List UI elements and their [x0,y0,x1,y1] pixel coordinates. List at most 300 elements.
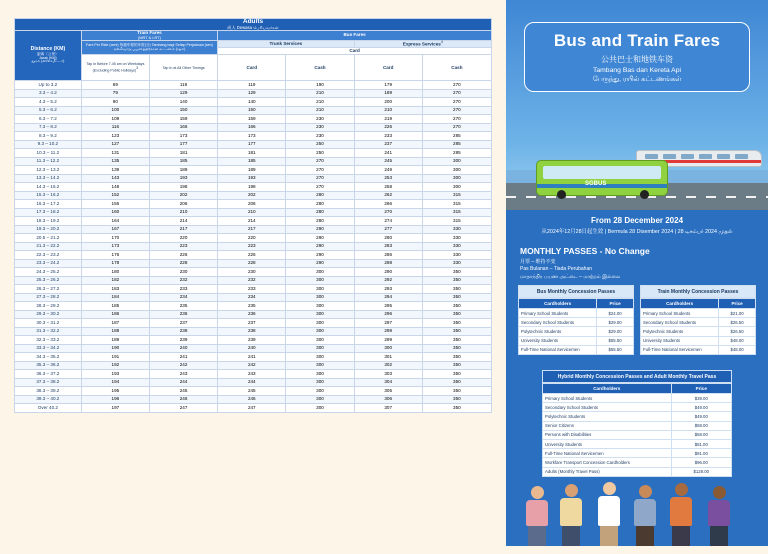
fare-cell: 239 [218,336,286,345]
fare-cell: 220 [149,234,217,243]
table-row [543,403,732,412]
fare-cell: 270 [422,106,491,115]
fare-cell: 300 [286,344,354,353]
fare-cell: 300 [286,327,354,336]
fare-cell: 183 [81,285,149,294]
table-row [15,234,492,243]
train-pass-col-cardholders: Cardholders [641,299,719,309]
fare-cell: 300 [286,302,354,311]
fare-cell: 150 [218,106,286,115]
fare-cell: 116 [81,123,149,132]
table-row [15,123,492,132]
table-row [15,191,492,200]
fare-cell: 235 [149,302,217,311]
fare-cell: 210 [218,208,286,217]
hybrid-pass-price: $58.00 [671,430,731,439]
fare-cell: 300 [422,174,491,183]
table-row [15,378,492,387]
fare-cell: 241 [218,353,286,362]
fare-cell: 300 [286,285,354,294]
fare-cell: 300 [286,310,354,319]
fare-cell: 198 [149,183,217,192]
distance-header [15,31,82,81]
fare-cell: 280 [286,208,354,217]
fare-cell: 197 [81,404,149,413]
fare-cell: 350 [422,302,491,311]
fare-cell: 140 [218,98,286,107]
fare-cell: 290 [286,234,354,243]
fare-cell: 330 [422,259,491,268]
fare-cell: 350 [422,268,491,277]
fare-cell: 298 [354,327,422,336]
fare-cell: 206 [149,200,217,209]
distance-cell: 15.3 – 16.2 [15,191,82,200]
fare-cell: 350 [422,310,491,319]
distance-cell: 26.3 – 27.2 [15,285,82,294]
fare-cell: 185 [149,157,217,166]
fare-cell: 305 [354,387,422,396]
table-row [15,327,492,336]
distance-cell: 31.3 – 32.2 [15,327,82,336]
poster-title-ta: பேருந்து, ரயில் கட்டணங்கள் [592,76,682,83]
table-row [15,149,492,158]
fare-cell: 234 [149,293,217,302]
fare-cell: 210 [286,98,354,107]
fare-cell: 170 [81,234,149,243]
fare-cell: 180 [81,268,149,277]
table-row [15,276,492,285]
fare-cell: 270 [286,166,354,175]
hybrid-col-price: Price [671,384,731,394]
table-row [641,345,756,354]
fare-cell: 192 [81,361,149,370]
table-row [15,293,492,302]
road-marking [506,196,768,198]
fare-cell: 206 [218,200,286,209]
distance-cell: 18.3 – 19.2 [15,217,82,226]
monthly-passes-ms: Pas Bulanan – Tiada Perubahan [520,266,592,272]
fare-cell: 233 [218,285,286,294]
fare-cell: 270 [422,81,491,90]
fare-cell: 185 [81,302,149,311]
fare-cell: 249 [354,166,422,175]
fare-cell: 300 [286,319,354,328]
fare-cell: 228 [218,259,286,268]
fare-cell: 223 [218,242,286,251]
fare-cell: 230 [218,268,286,277]
fare-cell: 237 [149,319,217,328]
fare-cell: 193 [81,370,149,379]
train-pass-cardholder: Full-Time National Servicemen [641,345,719,354]
fare-cell: 173 [81,242,149,251]
fare-cell: 315 [422,217,491,226]
fare-cell: 304 [354,378,422,387]
person-1 [526,486,548,548]
fare-cell: 164 [81,217,149,226]
table-row [15,225,492,234]
fare-cell: 200 [354,98,422,107]
adults-subtitle: 成人 Dewasa பெரியவர்கள் [227,24,279,30]
fare-cell: 129 [218,89,286,98]
fare-cell: 294 [354,293,422,302]
fare-cell: 283 [354,242,422,251]
fare-cell: 173 [149,132,217,141]
fare-cell: 193 [218,174,286,183]
fare-cell: 202 [149,191,217,200]
fare-cell: 274 [354,217,422,226]
table-row [15,115,492,124]
bus-pass-price: $24.00 [597,309,634,318]
fare-cell: 300 [286,361,354,370]
fare-cell: 307 [354,404,422,413]
train-pass-price: $21.00 [719,309,756,318]
table-row [15,361,492,370]
hybrid-pass-cardholder: Full-Time National Servicemen [543,449,672,458]
adults-header [15,19,492,31]
fare-cell: 166 [149,123,217,132]
fare-cell: 300 [286,387,354,396]
fare-cell: 233 [149,285,217,294]
fare-cell: 350 [422,404,491,413]
distance-cell: 17.3 – 18.2 [15,208,82,217]
fare-cell: 244 [149,378,217,387]
hybrid-pass-price: $49.00 [671,403,731,412]
distance-header-en: Distance (KM) [30,46,66,53]
fare-cell: 253 [354,174,422,183]
fare-cell: 240 [149,344,217,353]
person-2 [560,484,582,548]
bus-pass-price: $55.50 [597,345,634,354]
monthly-passes-zh: 月票 – 维持不变 [520,258,556,265]
fare-cell: 230 [286,123,354,132]
table-row [15,140,492,149]
train-fares-header [81,31,217,41]
fare-cell: 245 [149,387,217,396]
fare-cell: 300 [286,353,354,362]
fare-cell: 280 [354,234,422,243]
table-row [15,251,492,260]
fare-cell: 90 [81,98,149,107]
fare-cell: 177 [149,140,217,149]
distance-header-ms: Jarak (KM) [39,55,57,60]
fare-cell: 315 [422,200,491,209]
fare-cell: 290 [286,242,354,251]
fare-cell: 246 [149,395,217,404]
fare-cell: 210 [354,106,422,115]
trunk-cash-header: Cash [286,55,354,81]
table-row [15,200,492,209]
table-row [15,157,492,166]
distance-cell: 28.3 – 29.2 [15,302,82,311]
distance-cell: 34.3 – 35.2 [15,353,82,362]
bus-fares-header: Bus Fares [218,31,492,41]
fare-cell: 300 [354,344,422,353]
fare-cell: 350 [422,395,491,404]
fare-cell: 236 [218,310,286,319]
fare-cell: 285 [422,149,491,158]
bus-pass-col-cardholders: Cardholders [519,299,597,309]
fare-cell: 290 [286,251,354,260]
fare-cell: 129 [149,89,217,98]
distance-header-zh: 距离（公里） [37,51,59,56]
fare-cell: 152 [81,191,149,200]
fare-cell: 237 [218,319,286,328]
fare-cell: 250 [286,140,354,149]
person-5 [670,483,692,548]
fare-cell: 189 [218,166,286,175]
fare-cell: 139 [81,166,149,175]
fare-cell: 301 [354,353,422,362]
fare-cell: 217 [149,225,217,234]
fare-cell: 242 [149,361,217,370]
fare-cell: 195 [81,387,149,396]
fare-table-body [15,81,492,413]
tapin-all-header [149,55,217,81]
bus-pass-cardholder: Primary School Students [519,309,597,318]
table-row [15,319,492,328]
table-row [15,89,492,98]
bus-pass-price: $55.50 [597,336,634,345]
hybrid-pass-price: $81.00 [671,449,731,458]
fare-cell: 315 [422,191,491,200]
poster-title-en: Bus and Train Fares [553,31,721,50]
table-row [15,285,492,294]
table-row [519,327,634,336]
fare-cell: 350 [422,361,491,370]
fare-cell: 167 [81,225,149,234]
fare-cell: 186 [81,310,149,319]
fare-cell: 245 [354,157,422,166]
fare-cell: 100 [81,106,149,115]
effective-date-en: From 28 December 2024 [590,216,684,225]
fare-cell: 300 [286,395,354,404]
fare-cell: 270 [286,157,354,166]
distance-header-ta: தூரம் (கிலோமீட்டர்) [31,59,65,64]
fare-cell: 292 [354,276,422,285]
fare-cell: 198 [218,183,286,192]
express-card-header: Card [354,55,422,81]
train-pass-price: $26.50 [719,318,756,327]
fare-cell: 188 [81,327,149,336]
train-pass-title: Train Monthly Concession Passes [640,285,756,298]
table-row [15,404,492,413]
fare-cell: 330 [422,251,491,260]
person-4 [634,485,656,548]
fare-cell: 233 [354,132,422,141]
hybrid-pass-price: $81.00 [671,439,731,448]
table-row [15,268,492,277]
bus-pass-table [518,298,634,355]
bus-pass-price: $29.00 [597,327,634,336]
hybrid-pass-price: $128.00 [671,467,731,476]
fare-cell: 258 [354,183,422,192]
fare-cell: 300 [286,378,354,387]
distance-cell: 6.3 – 7.2 [15,115,82,124]
fare-cell: 270 [354,208,422,217]
hybrid-pass-cardholder: Polytechnic Students [543,412,672,421]
distance-cell: 8.3 – 9.2 [15,132,82,141]
table-row [15,259,492,268]
hybrid-pass-cardholder: University Students [543,439,672,448]
effective-date [506,216,768,236]
fare-cell: 214 [149,217,217,226]
hybrid-pass-cardholder: Primary School Students [543,394,672,403]
bus-logo: SGBUS [585,181,607,187]
distance-cell: 20.5 – 21.2 [15,234,82,243]
fare-cell: 237 [354,140,422,149]
monthly-passes-ta: மாதாந்திர பயண அட்டை – மாற்றம் இல்லை [520,273,621,280]
fare-cell: 166 [218,123,286,132]
train-fares-title: Train Fares [137,30,162,36]
fare-cell: 285 [422,132,491,141]
hybrid-pass-price: $39.00 [671,394,731,403]
table-row [15,353,492,362]
fare-cell: 300 [422,183,491,192]
fare-cell: 210 [286,106,354,115]
fare-cell: 191 [81,353,149,362]
poster-title-ms: Tambang Bas dan Kereta Api [592,67,682,74]
fare-cell: 189 [354,89,422,98]
fare-cell: 148 [81,183,149,192]
fare-cell: 280 [286,191,354,200]
table-row [519,345,634,354]
distance-cell: 4.3 – 5.2 [15,98,82,107]
fare-cell: 150 [149,106,217,115]
train-pass-price: $48.00 [719,345,756,354]
fare-cell: 250 [286,149,354,158]
fare-cell: 210 [149,208,217,217]
fare-cell: 223 [149,242,217,251]
effective-date-sub: 从2024年12月28日起生效 | Bermula 28 Disember 2024 | 28 டிசம்பர் 2024 முதல் [541,229,733,235]
fare-cell: 240 [218,344,286,353]
fare-cell: 194 [81,378,149,387]
fare-cell: 190 [81,344,149,353]
table-row [15,242,492,251]
fare-cell: 350 [422,353,491,362]
fare-cell: 270 [422,115,491,124]
fare-cell: 181 [149,149,217,158]
fare-cell: 270 [286,183,354,192]
table-row [15,310,492,319]
fare-cell: 302 [354,361,422,370]
table-row [15,387,492,396]
fare-cell: 176 [81,251,149,260]
fare-cell: 270 [422,89,491,98]
fare-cell: 243 [218,370,286,379]
fare-cell: 246 [218,395,286,404]
fare-cell: 219 [354,115,422,124]
fare-cell: 350 [422,327,491,336]
monthly-passes-en: MONTHLY PASSES - No Change [520,246,650,256]
train-pass-cardholder: University Students [641,336,719,345]
distance-cell: 36.3 – 37.2 [15,370,82,379]
fare-cell: 285 [422,140,491,149]
table-row [519,336,634,345]
distance-cell: 25.3 – 26.2 [15,276,82,285]
fare-cell: 300 [286,404,354,413]
table-row [519,309,634,318]
train-pass-cardholder: Secondary School Students [641,318,719,327]
hybrid-pass-price: $58.00 [671,421,731,430]
table-row [15,302,492,311]
fare-cell: 350 [422,319,491,328]
monthly-passes-heading [520,246,650,280]
hybrid-pass-title: Hybrid Monthly Concession Passes and Adult Monthly Travel Pass [542,370,732,383]
distance-cell: 38.3 – 39.2 [15,387,82,396]
table-row [15,98,492,107]
fare-cell: 123 [81,132,149,141]
table-row [15,336,492,345]
table-row [15,344,492,353]
fare-cell: 244 [218,378,286,387]
fare-cell: 220 [218,234,286,243]
hybrid-pass-price: $49.00 [671,412,731,421]
fare-cell: 173 [218,132,286,141]
fare-cell: 226 [149,251,217,260]
train-pass-table-wrap [640,285,756,355]
express-cash-header: Cash [422,55,491,81]
fare-cell: 189 [81,336,149,345]
fare-cell: 228 [149,259,217,268]
fare-cell: 330 [422,242,491,251]
fare-per-ride-label: Fare Per Ride (cent) 每趟车程的车资(分) Tambang bagi Setiap Perjalanan (sen) [86,43,213,48]
fare-cell: 160 [81,208,149,217]
fare-cell: 295 [354,302,422,311]
train-pass-price: $26.50 [719,327,756,336]
distance-cell: 16.3 – 17.2 [15,200,82,209]
hybrid-pass-cardholder: Persons with Disabilities [543,430,672,439]
fare-cell: 236 [149,310,217,319]
distance-cell: 24.3 – 25.2 [15,268,82,277]
hybrid-pass-cardholder: Adults (Monthly Travel Pass) [543,467,672,476]
distance-cell: Up to 3.2 [15,81,82,90]
table-row [15,81,492,90]
fare-cell: 266 [354,200,422,209]
fare-cell: 217 [218,225,286,234]
fare-per-ride-header [81,41,217,55]
poster-title-zh: 公共巴士和地铁车资 [601,55,673,64]
table-row [15,132,492,141]
fare-cell: 238 [218,327,286,336]
fare-cell: 79 [81,89,149,98]
fare-cell: 290 [354,268,422,277]
fare-cell: 280 [286,200,354,209]
fare-cell: 210 [286,89,354,98]
table-row [15,174,492,183]
train-pass-cardholder: Polytechnic Students [641,327,719,336]
distance-cell: 23.3 – 24.2 [15,259,82,268]
table-row [641,336,756,345]
fare-cell: 330 [422,234,491,243]
train-pass-cardholder: Primary School Students [641,309,719,318]
fare-cell: 178 [81,259,149,268]
hybrid-pass-cardholder: Workfare Transport Concession Cardholders [543,458,672,467]
bus-pass-cardholder: University Students [519,336,597,345]
train-pass-table [640,298,756,355]
fare-cell: 262 [354,191,422,200]
fare-cell: 306 [354,395,422,404]
fare-cell: 293 [354,285,422,294]
poster-title-box [524,22,750,92]
fare-cell: 239 [149,336,217,345]
fare-cell: 232 [218,276,286,285]
trunk-card-header: Card [218,55,286,81]
fare-cell: 184 [81,293,149,302]
tapin-before-header [81,55,149,81]
fare-cell: 131 [81,149,149,158]
fare-cell: 300 [286,336,354,345]
table-row [15,370,492,379]
